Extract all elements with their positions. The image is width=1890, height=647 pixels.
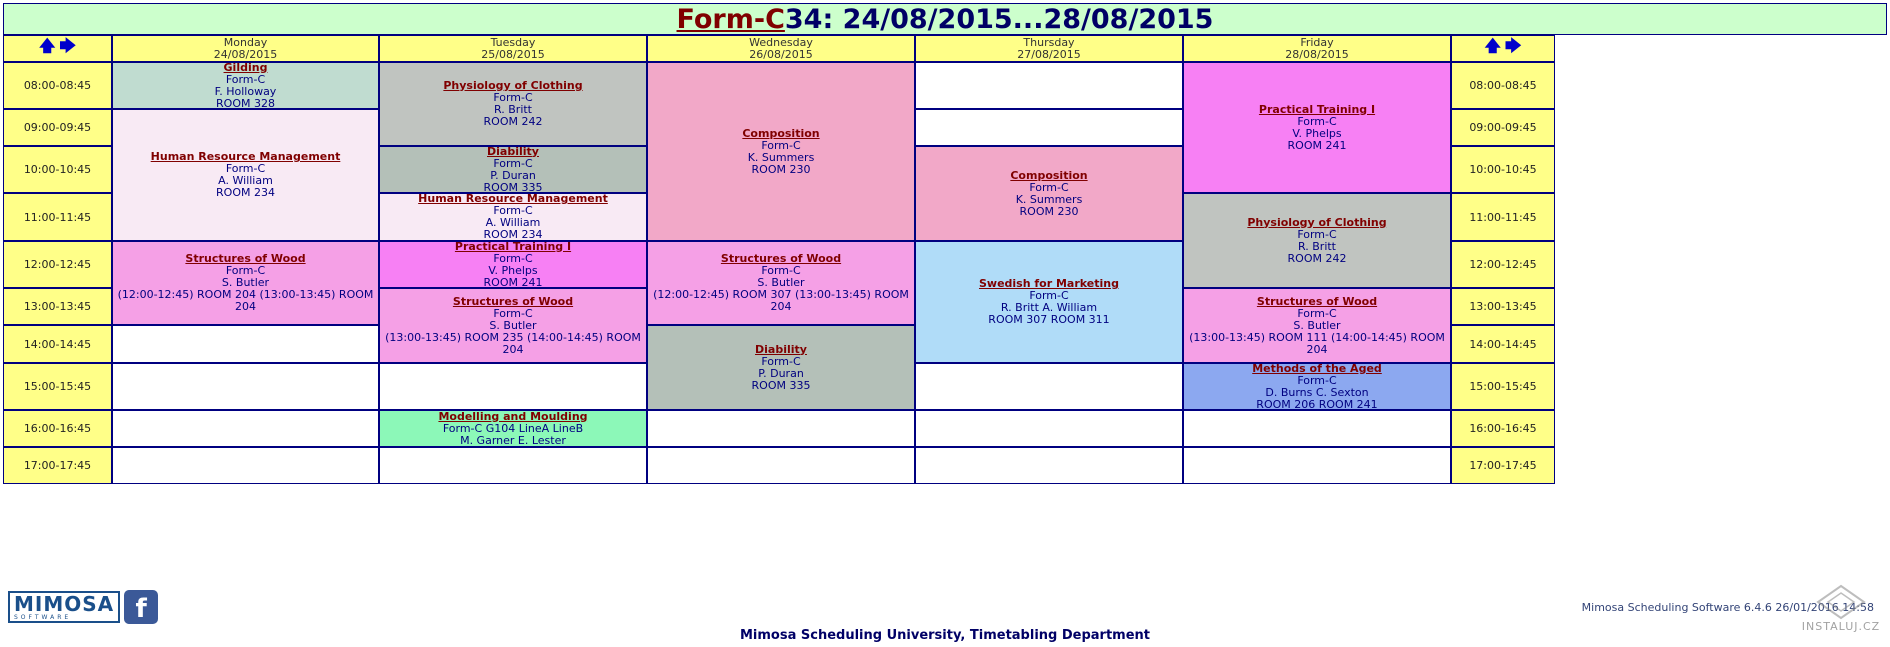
event-detail: ROOM 234 — [483, 228, 543, 241]
time-slot-left: 10:00-10:45 — [3, 146, 112, 193]
event-block[interactable] — [1183, 62, 1451, 193]
event-detail: Form-C — [1029, 180, 1069, 194]
event-name-link[interactable]: Physiology of Clothing — [443, 79, 583, 92]
event-name-link[interactable]: Modelling and Moulding — [438, 409, 588, 423]
event-detail: Form-C — [1297, 227, 1337, 241]
day-header-thursday — [915, 35, 1183, 62]
time-slot-left: 17:00-17:45 — [3, 447, 112, 484]
day-date: 26/08/2015 — [749, 47, 813, 61]
event-detail: R. Britt A. William — [1000, 301, 1098, 314]
empty-slot — [915, 62, 1183, 109]
time-slot-left: 09:00-09:45 — [3, 109, 112, 146]
event-detail: P. Duran — [758, 366, 804, 380]
arrow-up-icon[interactable]: 🡅 — [1484, 36, 1501, 55]
empty-slot — [379, 363, 647, 410]
event-detail: F. Holloway — [214, 84, 277, 98]
event-detail: ROOM 234 — [216, 186, 275, 199]
event-name-link[interactable]: Structures of Wood — [720, 252, 842, 265]
event-detail: ROOM 307 ROOM 311 — [988, 313, 1110, 326]
event-detail: D. Burns C. Sexton — [1265, 385, 1369, 399]
event-detail: Form-C — [493, 156, 533, 170]
event-block[interactable] — [1183, 363, 1451, 410]
event-name-link[interactable]: Human Resource Management — [150, 150, 341, 163]
event-detail: M. Garner E. Lester — [460, 433, 566, 447]
event-detail: P. Duran — [490, 168, 536, 182]
day-name: Thursday — [1023, 35, 1075, 49]
event-detail: ROOM 230 — [1019, 204, 1079, 218]
day-name: Wednesday — [749, 35, 813, 49]
event-name-link[interactable]: Diability — [755, 342, 807, 356]
event-block[interactable] — [379, 241, 647, 288]
day-date: 28/08/2015 — [1285, 47, 1349, 61]
empty-slot — [112, 363, 379, 410]
title-week-range: 34: 24/08/2015...28/08/2015 — [784, 3, 1214, 35]
event-detail: ROOM 230 — [751, 162, 811, 176]
event-detail: S. Butler — [489, 318, 537, 332]
empty-slot — [647, 447, 915, 484]
empty-slot — [112, 325, 379, 363]
time-slot-right: 15:00-15:45 — [1451, 363, 1555, 410]
day-date: 25/08/2015 — [481, 47, 545, 61]
time-slot-left: 16:00-16:45 — [3, 410, 112, 447]
event-detail: ROOM 242 — [1287, 251, 1347, 265]
time-slot-left: 11:00-11:45 — [3, 193, 112, 241]
day-header-friday — [1183, 35, 1451, 62]
time-slot-right: 08:00-08:45 — [1451, 62, 1555, 109]
time-slot-left: 14:00-14:45 — [3, 325, 112, 363]
version-text: Mimosa Scheduling Software 6.4.6 26/01/2016 14:58 — [1581, 601, 1874, 614]
event-block[interactable] — [1183, 288, 1451, 363]
event-detail: ROOM 241 — [1287, 138, 1347, 152]
empty-slot — [112, 447, 379, 484]
empty-slot — [1183, 410, 1451, 447]
event-name-link[interactable]: Composition — [1010, 168, 1088, 182]
time-slot-right: 11:00-11:45 — [1451, 193, 1555, 241]
event-name-link[interactable]: Practical Training I — [1258, 102, 1376, 116]
event-name-link[interactable]: Methods of the Aged — [1252, 361, 1382, 375]
event-detail: ROOM 335 — [483, 180, 543, 194]
event-block[interactable] — [647, 325, 915, 410]
event-name-link[interactable]: Diability — [487, 144, 539, 158]
event-detail: Form-C — [761, 264, 801, 277]
watermark-icon — [1816, 584, 1866, 620]
facebook-icon[interactable]: f — [124, 590, 158, 624]
time-slot-right: 10:00-10:45 — [1451, 146, 1555, 193]
arrow-right-icon[interactable]: 🡆 — [59, 36, 76, 55]
footer-logos — [8, 590, 158, 624]
event-detail: Form-C — [493, 91, 533, 104]
time-slot-right: 09:00-09:45 — [1451, 109, 1555, 146]
event-block[interactable] — [379, 288, 647, 363]
event-detail: S. Butler — [221, 276, 270, 289]
event-detail: (12:00-12:45) ROOM 204 (13:00-13:45) ROOM 204 — [117, 288, 374, 313]
event-detail: K. Summers — [1015, 192, 1083, 206]
empty-slot — [379, 447, 647, 484]
nav-arrows-left — [3, 35, 112, 62]
event-block[interactable] — [647, 241, 915, 325]
event-detail: Form-C — [493, 251, 533, 265]
event-detail: Form-C — [1029, 289, 1069, 302]
event-block[interactable] — [112, 109, 379, 241]
event-detail: K. Summers — [747, 150, 815, 164]
event-block[interactable] — [112, 62, 379, 109]
event-block[interactable] — [647, 62, 915, 241]
event-detail: A. William — [218, 174, 273, 187]
event-detail: Form-C — [225, 264, 266, 277]
event-name-link[interactable]: Structures of Wood — [452, 294, 574, 308]
event-detail: ROOM 328 — [216, 96, 275, 110]
empty-slot — [647, 410, 915, 447]
event-detail: Form-C — [225, 72, 266, 86]
day-date: 24/08/2015 — [213, 47, 278, 61]
arrow-right-icon[interactable]: 🡆 — [1504, 36, 1522, 55]
time-slot-right: 17:00-17:45 — [1451, 447, 1555, 484]
event-detail: Form-C — [225, 162, 266, 175]
event-detail: Form-C — [493, 306, 533, 320]
timetable-grid — [3, 3, 1887, 586]
page-title — [3, 3, 1887, 35]
event-block[interactable] — [379, 62, 647, 146]
event-detail: Form-C G104 LineA LineB — [442, 421, 584, 435]
time-slot-left: 13:00-13:45 — [3, 288, 112, 325]
day-name: Tuesday — [490, 35, 536, 49]
event-detail: Form-C — [1297, 306, 1337, 320]
day-date: 27/08/2015 — [1017, 47, 1081, 61]
event-detail: S. Butler — [1293, 318, 1341, 332]
event-detail: Form-C — [493, 204, 533, 217]
event-name-link[interactable]: Swedish for Marketing — [978, 277, 1119, 290]
event-block[interactable] — [379, 146, 647, 193]
event-name-link[interactable]: Structures of Wood — [185, 252, 306, 265]
event-detail: ROOM 242 — [483, 115, 543, 128]
time-slot-right: 16:00-16:45 — [1451, 410, 1555, 447]
event-detail: Form-C — [761, 138, 801, 152]
event-detail: A. William — [485, 216, 541, 229]
time-slot-right: 14:00-14:45 — [1451, 325, 1555, 363]
day-header-monday — [112, 35, 379, 62]
event-detail: ROOM 206 ROOM 241 — [1256, 397, 1378, 411]
event-detail: R. Britt — [494, 103, 532, 116]
empty-slot — [915, 410, 1183, 447]
university-name: Mimosa Scheduling University, Timetabling Department — [739, 628, 1151, 643]
empty-slot — [1183, 447, 1451, 484]
event-name-link[interactable]: Structures of Wood — [1256, 294, 1378, 308]
empty-slot — [915, 109, 1183, 146]
event-detail: (12:00-12:45) ROOM 307 (13:00-13:45) ROOM 204 — [653, 288, 909, 313]
event-block[interactable] — [915, 146, 1183, 241]
event-block[interactable] — [1183, 193, 1451, 288]
event-name-link[interactable]: Gilding — [223, 60, 268, 74]
day-name: Friday — [1300, 35, 1334, 49]
empty-slot — [915, 447, 1183, 484]
form-link[interactable]: Form-C — [676, 3, 785, 35]
time-slot-left: 08:00-08:45 — [3, 62, 112, 109]
time-slot-right: 13:00-13:45 — [1451, 288, 1555, 325]
event-detail: ROOM 241 — [483, 275, 543, 289]
event-detail: V. Phelps — [1292, 126, 1342, 140]
event-detail: (13:00-13:45) ROOM 111 (14:00-14:45) ROOM 204 — [1189, 330, 1445, 356]
event-detail: V. Phelps — [488, 263, 538, 277]
event-detail: S. Butler — [757, 276, 805, 289]
day-header-tuesday — [379, 35, 647, 62]
event-detail: R. Britt — [1298, 239, 1336, 253]
empty-slot — [915, 363, 1183, 410]
event-detail: (13:00-13:45) ROOM 235 (14:00-14:45) ROOM 204 — [385, 330, 641, 356]
event-block[interactable] — [915, 241, 1183, 363]
day-header-wednesday — [647, 35, 915, 62]
time-slot-left: 15:00-15:45 — [3, 363, 112, 410]
day-name: Monday — [223, 35, 268, 49]
event-name-link[interactable]: Physiology of Clothing — [1247, 215, 1387, 229]
event-name-link[interactable]: Practical Training I — [454, 239, 572, 253]
event-detail: Form-C — [1297, 373, 1337, 387]
event-detail: ROOM 335 — [751, 378, 811, 392]
nav-arrows-right — [1451, 35, 1555, 62]
empty-slot — [112, 410, 379, 447]
event-block[interactable] — [112, 241, 379, 325]
arrow-up-icon[interactable]: 🡅 — [39, 36, 56, 55]
event-detail: Form-C — [761, 354, 801, 368]
event-block[interactable] — [379, 410, 647, 447]
mimosa-logo[interactable]: MIMOSA SOFTWARE — [8, 591, 120, 623]
event-detail: Form-C — [1297, 114, 1337, 128]
event-block[interactable] — [379, 193, 647, 241]
time-slot-left: 12:00-12:45 — [3, 241, 112, 288]
event-name-link[interactable]: Human Resource Management — [418, 192, 608, 205]
time-slot-right: 12:00-12:45 — [1451, 241, 1555, 288]
watermark: INSTALUJ.CZ — [1806, 553, 1876, 633]
event-name-link[interactable]: Composition — [742, 126, 820, 140]
